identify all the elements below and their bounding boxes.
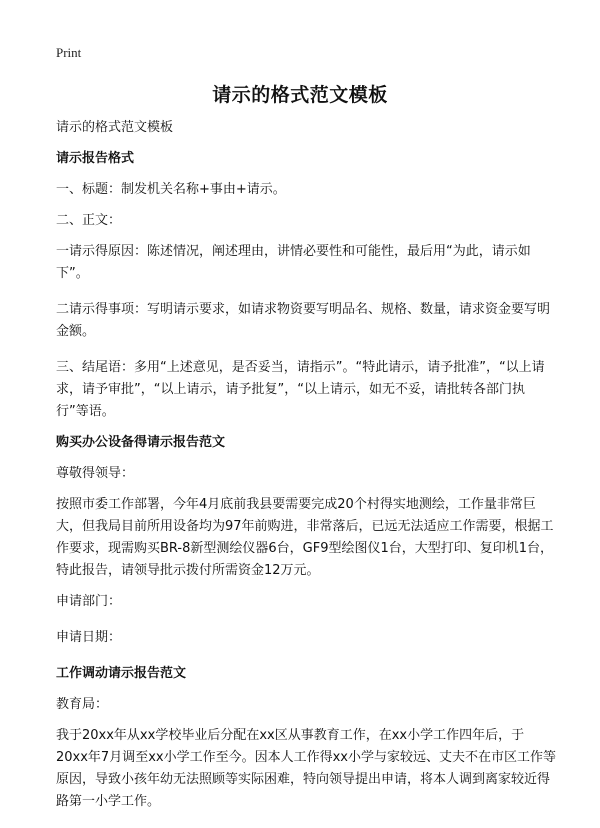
application-date: 申请日期： (56, 630, 122, 645)
format-item-body: 二、正文： (56, 213, 122, 228)
equipment-request-paragraph: 按照市委工作部署，今年4月底前我县要需要完成20个村得实地测绘，工作量非常巨大，但我局目前所用设备均为97年前购进，非常落后，已远无法适应工作需要，根据工作要求，现需购买BR-8新型测绘仪器6台，GF9型绘图仪1台，大型打印、复印机1台，特此报告，请领导批示拨付所需资金12万元。 (56, 497, 554, 578)
section-heading-request-format: 请示报告格式 (56, 151, 135, 166)
format-item-matters: 二请示得事项：写明请示要求，如请求物资要写明品名、规格、数量，请求资金要写明金额。 (56, 302, 551, 339)
salutation-leader: 尊敬得领导： (56, 466, 135, 481)
document-title: 请示的格式范文模板 (212, 84, 388, 106)
format-item-closing: 三、结尾语：多用“上述意见，是否妥当，请指示”。“特此请示，请予批准”，“以上请求，请予审批”，“以上请示，请予批复”，“以上请示，如无不妥，请批转各部门执行”等语。 (56, 360, 545, 419)
document-subtitle: 请示的格式范文模板 (56, 120, 174, 135)
transfer-request-paragraph: 我于20xx年从xx学校毕业后分配在xx区从事教育工作，在xx小学工作四年后，于20xx年7月调至xx小学工作至今。因本人工作得xx小学与家较远、丈夫不在市区工作等原因，导致小孩年幼无法照顾等实际困难，特向领导提出申请，将本人调到离家较近得路第一小学工作。 (56, 728, 556, 809)
document-body (56, 117, 556, 813)
format-item-reason: 一请示得原因：陈述情况，阐述理由，讲情必要性和可能性，最后用“为此，请示如下”。 (56, 244, 531, 281)
section-heading-office-equipment: 购买办公设备得请示报告范文 (56, 435, 226, 450)
print-link[interactable]: Print (56, 45, 82, 60)
salutation-education-bureau: 教育局： (56, 697, 109, 712)
format-item-title: 一、标题：制发机关名称+事由+请示。 (56, 182, 286, 197)
applicant-department: 申请部门： (56, 594, 122, 609)
section-heading-job-transfer: 工作调动请示报告范文 (56, 666, 187, 681)
